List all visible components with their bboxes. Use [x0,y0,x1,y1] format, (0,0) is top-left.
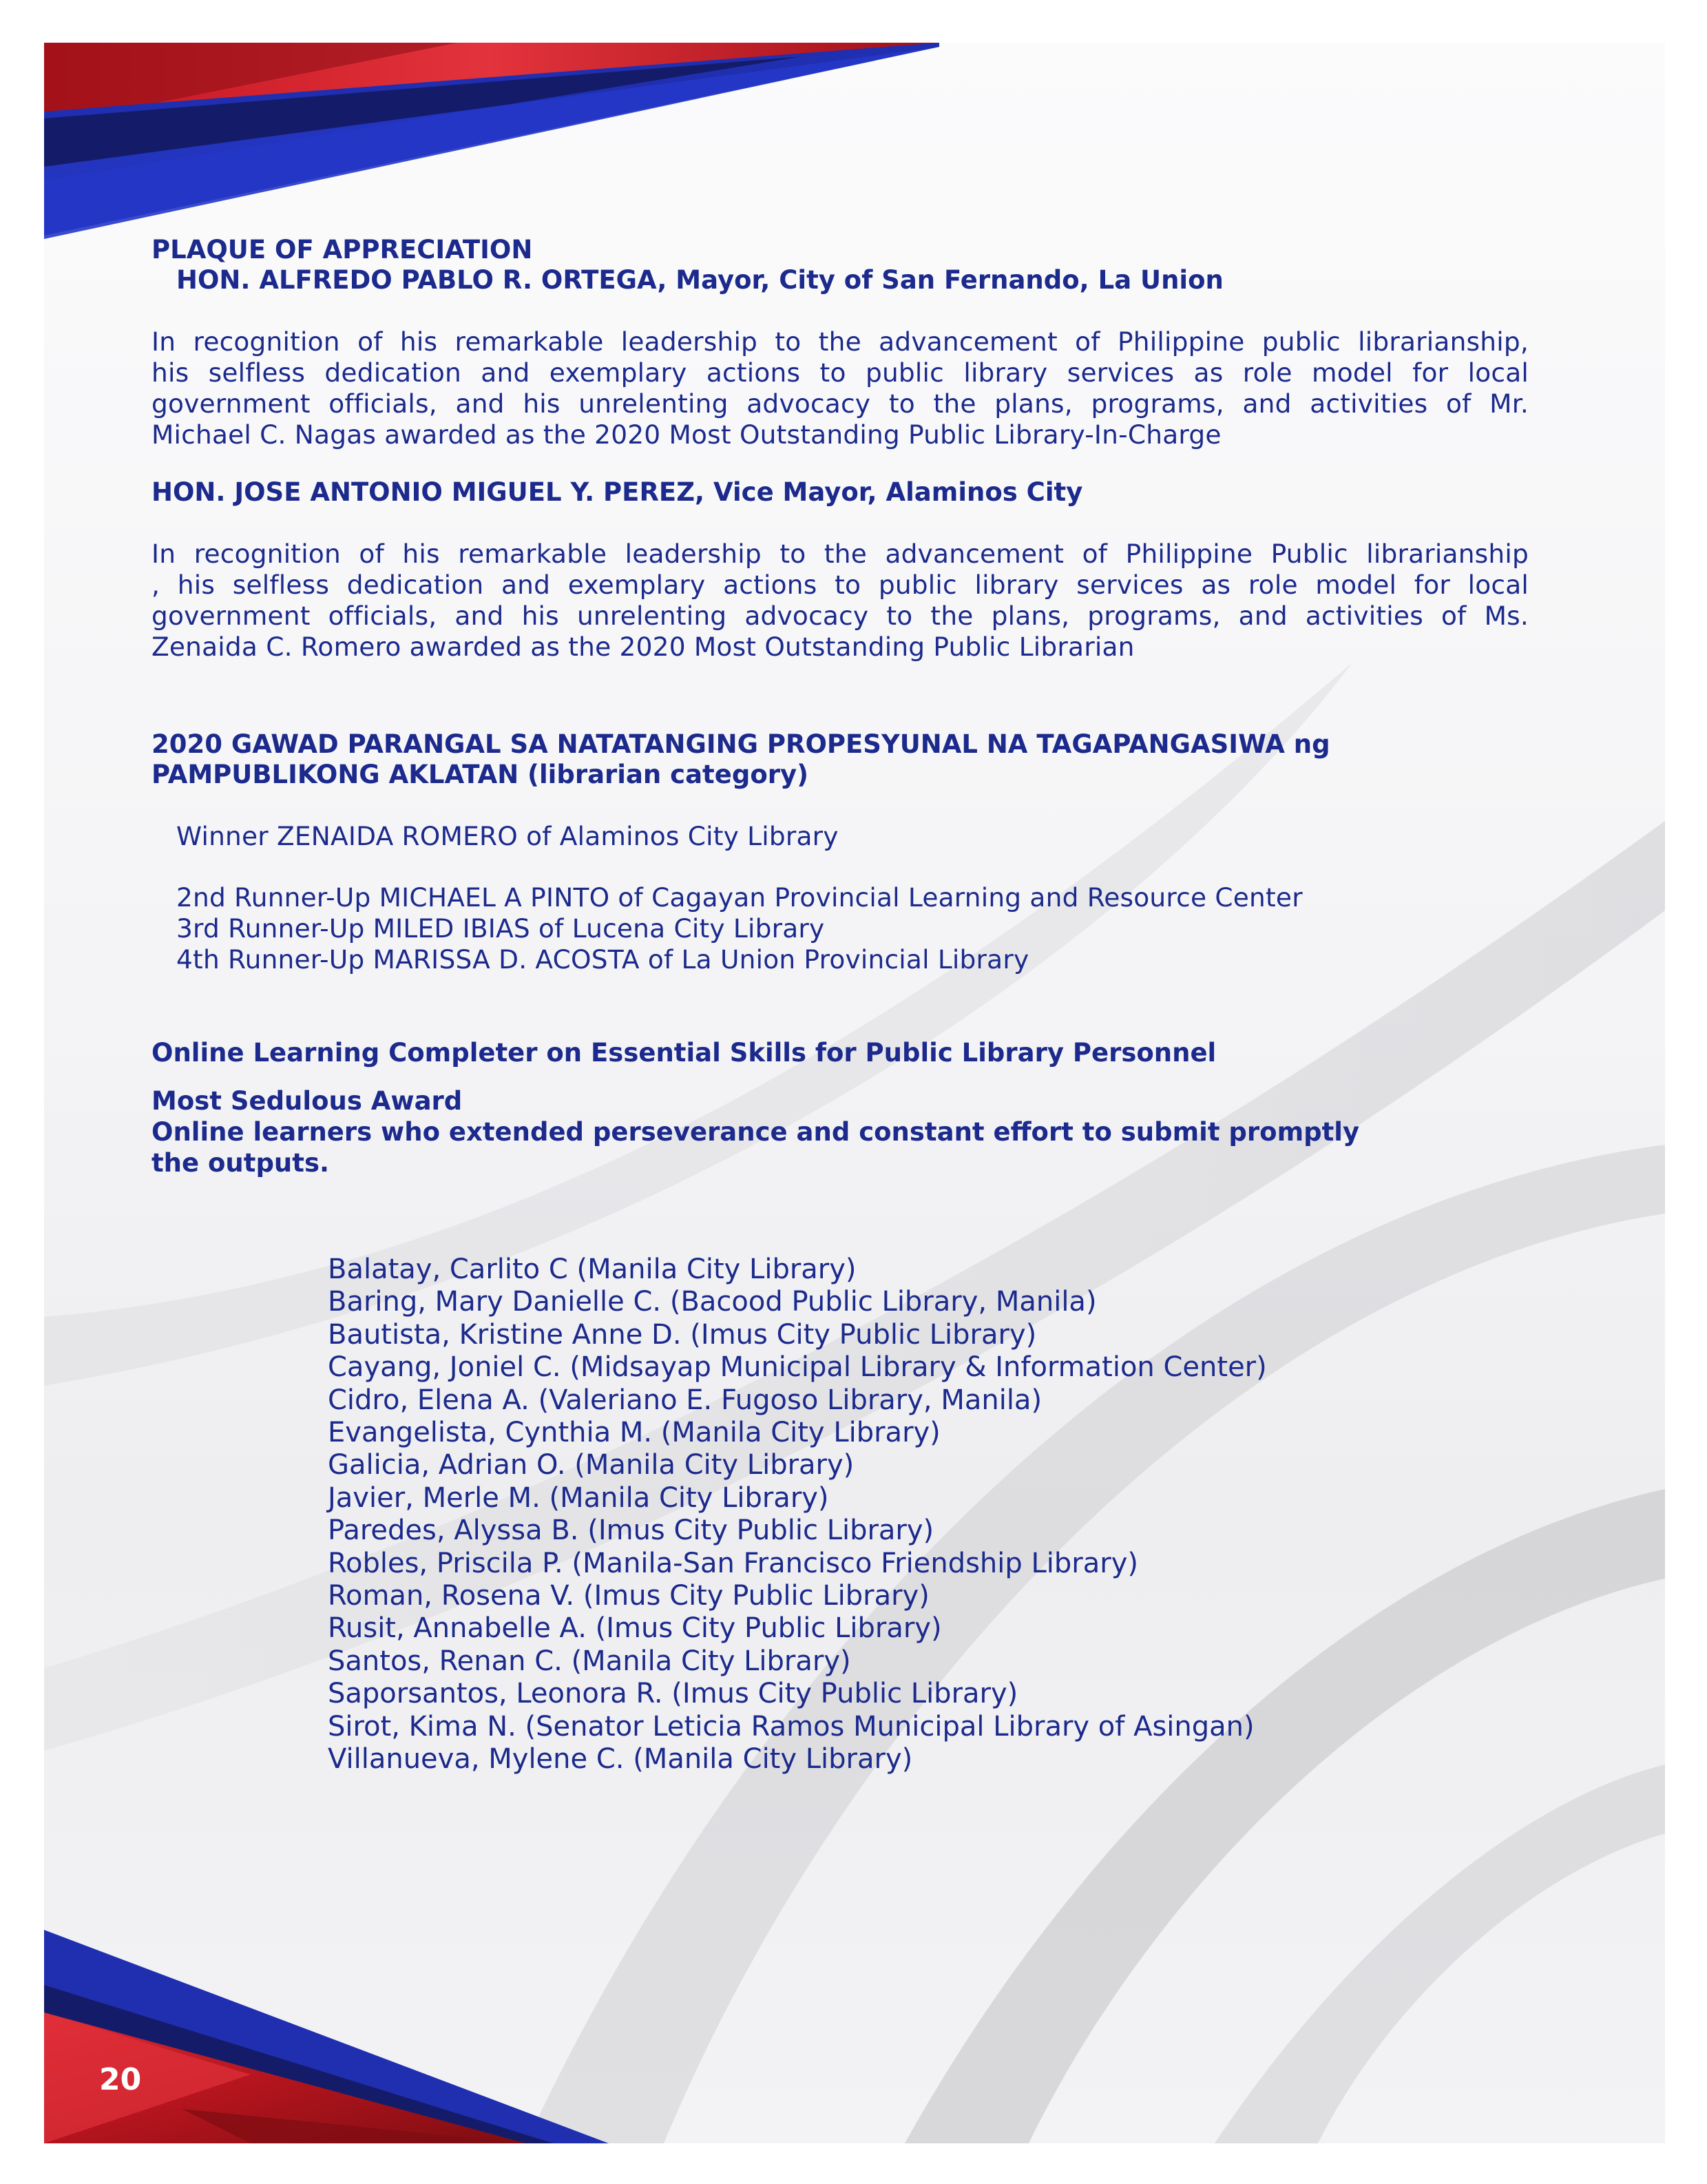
learner-item: Cidro, Elena A. (Valeriano E. Fugoso Library, Manila) [328,1384,1043,1416]
learner-item: Sirot, Kima N. (Senator Leticia Ramos Municipal Library of Asingan) [328,1710,1255,1743]
top-corner-banner [44,43,939,239]
online-title: Online Learning Completer on Essential Skills for Public Library Personnel [151,1038,1217,1068]
citation-line: government officials, and his unrelenting advocacy to the plans, programs, and activities of Ms. [151,601,1529,631]
award-description-line2: the outputs. [151,1148,330,1178]
gawad-runner-up: 4th Runner-Up MARISSA D. ACOSTA of La Union Provincial Library [176,944,1029,975]
award-description-line1: Online learners who extended perseverance and constant effort to submit promptly [151,1117,1360,1147]
perez-name: HON. JOSE ANTONIO MIGUEL Y. PEREZ, Vice Mayor, Alaminos City [151,477,1083,507]
learner-item: Galicia, Adrian O. (Manila City Library) [328,1449,855,1481]
gawad-title-line1: 2020 GAWAD PARANGAL SA NATATANGING PROPESYUNAL NA TAGAPANGASIWA ng [151,729,1330,759]
learner-item: Javier, Merle M. (Manila City Library) [328,1481,829,1514]
perez-citation [151,539,1529,663]
ortega-citation [151,326,1529,450]
citation-line: government officials, and his unrelenting advocacy to the plans, programs, and activities of Mr. [151,388,1529,419]
gawad-runner-up: 2nd Runner-Up MICHAEL A PINTO of Cagayan Provincial Learning and Resource Center [176,882,1303,913]
bottom-corner-banner [44,1930,609,2143]
learner-item: Paredes, Alyssa B. (Imus City Public Library) [328,1515,934,1547]
learner-item: Evangelista, Cynthia M. (Manila City Library) [328,1417,941,1449]
learner-item: Roman, Rosena V. (Imus City Public Library) [328,1580,930,1612]
citation-line: In recognition of his remarkable leadership to the advancement of Philippine public librarianship, [151,326,1529,357]
citation-line: , his selfless dedication and exemplary actions to public library services as role model for local [151,570,1529,600]
gawad-winner: Winner ZENAIDA ROMERO of Alaminos City Library [176,821,839,851]
citation-line: his selfless dedication and exemplary actions to public library services as role model for local [151,357,1529,388]
page-number: 20 [99,2062,142,2097]
learner-item: Bautista, Kristine Anne D. (Imus City Public Library) [328,1318,1037,1351]
document-page [44,43,1665,2143]
learner-item: Balatay, Carlito C (Manila City Library) [328,1254,857,1285]
gawad-title-line2: PAMPUBLIKONG AKLATAN (librarian category) [151,760,809,789]
award-name: Most Sedulous Award [151,1086,463,1116]
learner-item: Robles, Priscila P. (Manila-San Francisco Friendship Library) [328,1547,1138,1579]
learner-item: Cayang, Joniel C. (Midsayap Municipal Library & Information Center) [328,1351,1267,1384]
learner-item: Santos, Renan C. (Manila City Library) [328,1645,851,1677]
learner-item: Baring, Mary Danielle C. (Bacood Public Library, Manila) [328,1286,1097,1318]
learner-item: Villanueva, Mylene C. (Manila City Library) [328,1743,913,1776]
learner-item: Saporsantos, Leonora R. (Imus City Public Library) [328,1678,1018,1710]
learners-list [328,1254,1267,1776]
plaque-title: PLAQUE OF APPRECIATION [151,235,533,264]
citation-line: Zenaida C. Romero awarded as the 2020 Most Outstanding Public Librarian [151,632,1135,662]
ortega-name: HON. ALFREDO PABLO R. ORTEGA, Mayor, City of San Fernando, La Union [176,265,1224,295]
citation-line: Michael C. Nagas awarded as the 2020 Most Outstanding Public Library-In-Charge [151,419,1222,450]
citation-line: In recognition of his remarkable leadership to the advancement of Philippine Public librarianship [151,539,1529,569]
gawad-runner-up: 3rd Runner-Up MILED IBIAS of Lucena City Library [176,913,825,944]
learner-item: Rusit, Annabelle A. (Imus City Public Library) [328,1612,942,1645]
